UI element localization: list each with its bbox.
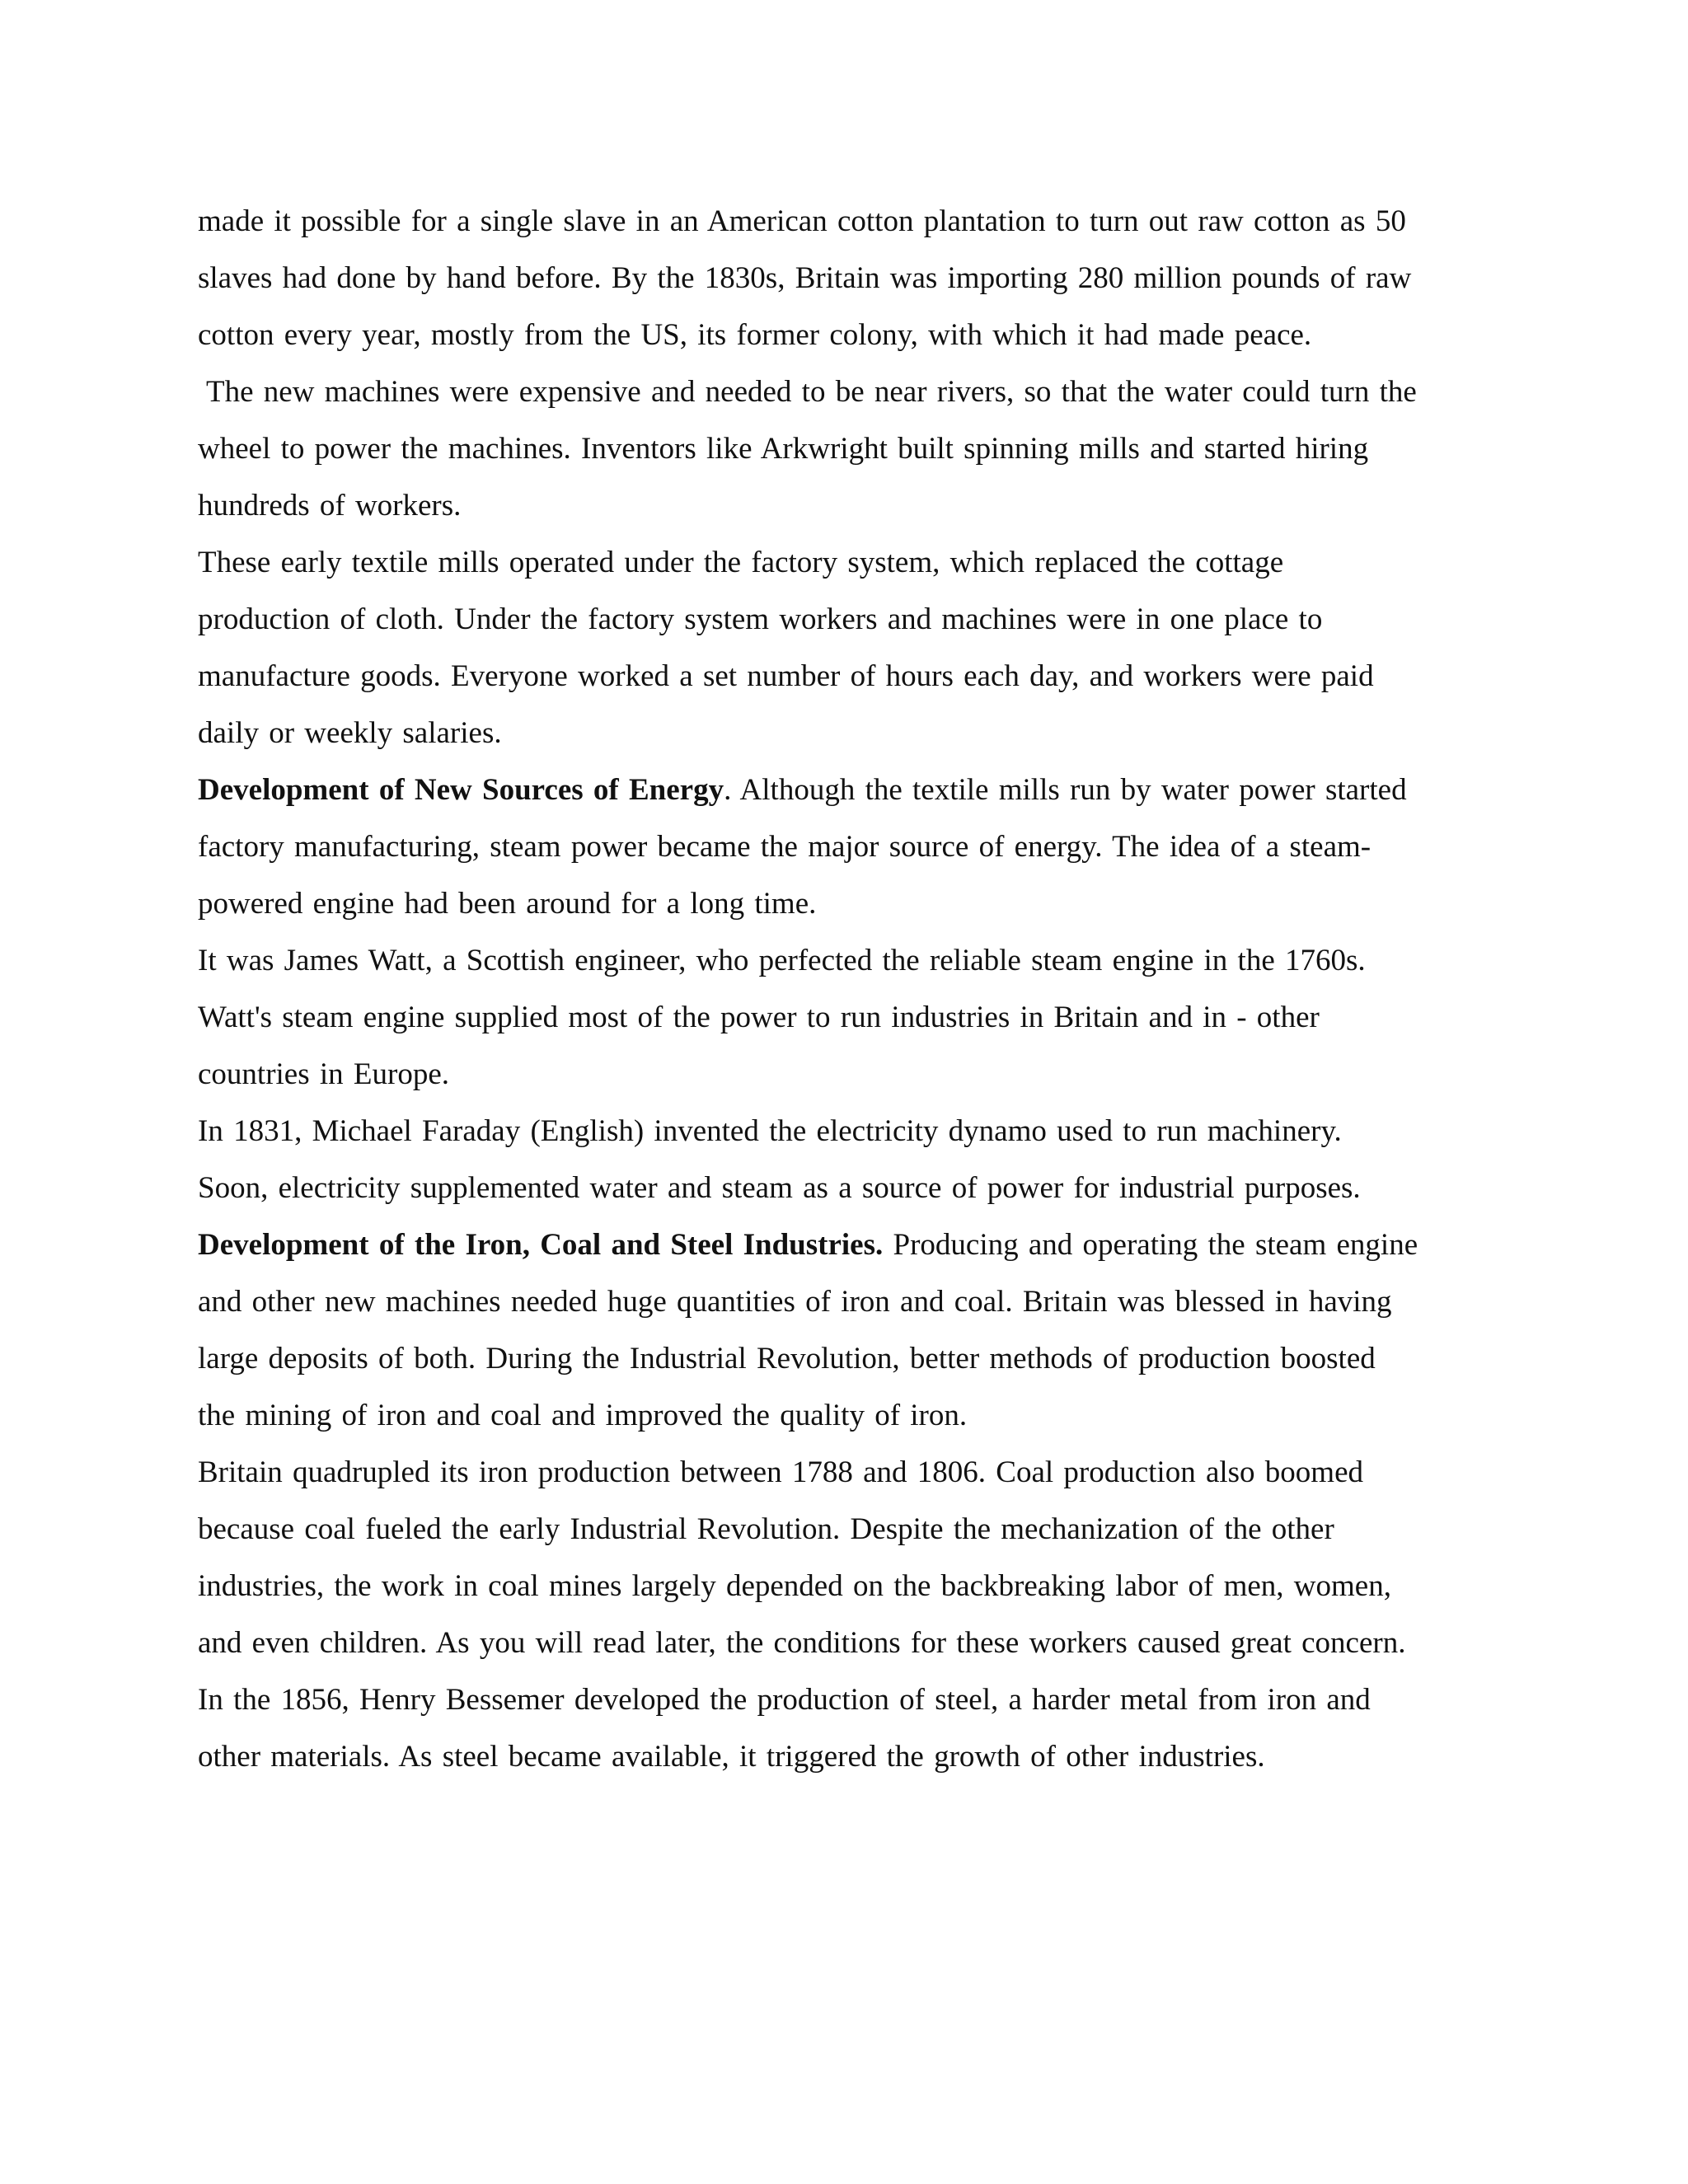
text-line: Britain quadrupled its iron production between 1788 and 1806. Coal production also boomed (198, 1455, 1363, 1489)
text-line: countries in Europe. (198, 1057, 449, 1091)
text-line: manufacture goods. Everyone worked a set number of hours each day, and workers were paid (198, 659, 1374, 693)
text-line: powered engine had been around for a long time. (198, 887, 817, 921)
text-line: cotton every year, mostly from the US, its former colony, with which it had made peace. (198, 318, 1312, 352)
text-line: large deposits of both. During the Industrial Revolution, better methods of production boosted (198, 1342, 1376, 1376)
text-line: Soon, electricity supplemented water and steam as a source of power for industrial purposes. (198, 1171, 1361, 1205)
body-text (198, 193, 1517, 1785)
text-line: slaves had done by hand before. By the 1830s, Britain was importing 280 million pounds of raw (198, 261, 1412, 295)
text-line: daily or weekly salaries. (198, 716, 502, 750)
text-line: The new machines were expensive and needed to be near rivers, so that the water could turn the (206, 375, 1417, 409)
text-line: It was James Watt, a Scottish engineer, who perfected the reliable steam engine in the 1760s. (198, 944, 1366, 977)
text-line: In the 1856, Henry Bessemer developed the production of steel, a harder metal from iron and (198, 1683, 1371, 1717)
text-line: and other new machines needed huge quantities of iron and coal. Britain was blessed in having (198, 1285, 1392, 1319)
section-text: Producing and operating the steam engine (883, 1228, 1418, 1262)
text-line: industries, the work in coal mines largely depended on the backbreaking labor of men, women, (198, 1569, 1391, 1603)
text-line: hundreds of workers. (198, 489, 462, 523)
text-line: the mining of iron and coal and improved the quality of iron. (198, 1399, 968, 1432)
text-line: made it possible for a single slave in an American cotton plantation to turn out raw cotton as 50 (198, 204, 1406, 238)
section-heading-energy: Development of New Sources of Energy (198, 773, 724, 807)
text-line: other materials. As steel became available, it triggered the growth of other industries. (198, 1740, 1265, 1774)
section-heading-iron-coal-steel: Development of the Iron, Coal and Steel Industries. (198, 1228, 884, 1262)
text-line: These early textile mills operated under the factory system, which replaced the cottage (198, 546, 1284, 579)
text-line: production of cloth. Under the factory system workers and machines were in one place to (198, 602, 1323, 636)
text-line: In 1831, Michael Faraday (English) invented the electricity dynamo used to run machinery. (198, 1114, 1342, 1148)
text-line: because coal fueled the early Industrial Revolution. Despite the mechanization of the other (198, 1512, 1334, 1546)
text-line (198, 1216, 1517, 1273)
text-line (198, 762, 1517, 818)
text-line: wheel to power the machines. Inventors like Arkwright built spinning mills and started hiring (198, 432, 1369, 466)
text-line: and even children. As you will read later, the conditions for these workers caused great concern. (198, 1626, 1406, 1660)
text-line: Watt's steam engine supplied most of the power to run industries in Britain and in - other (198, 1001, 1320, 1034)
text-line: factory manufacturing, steam power became the major source of energy. The idea of a steam- (198, 830, 1372, 864)
section-text: . Although the textile mills run by water power started (724, 773, 1407, 807)
